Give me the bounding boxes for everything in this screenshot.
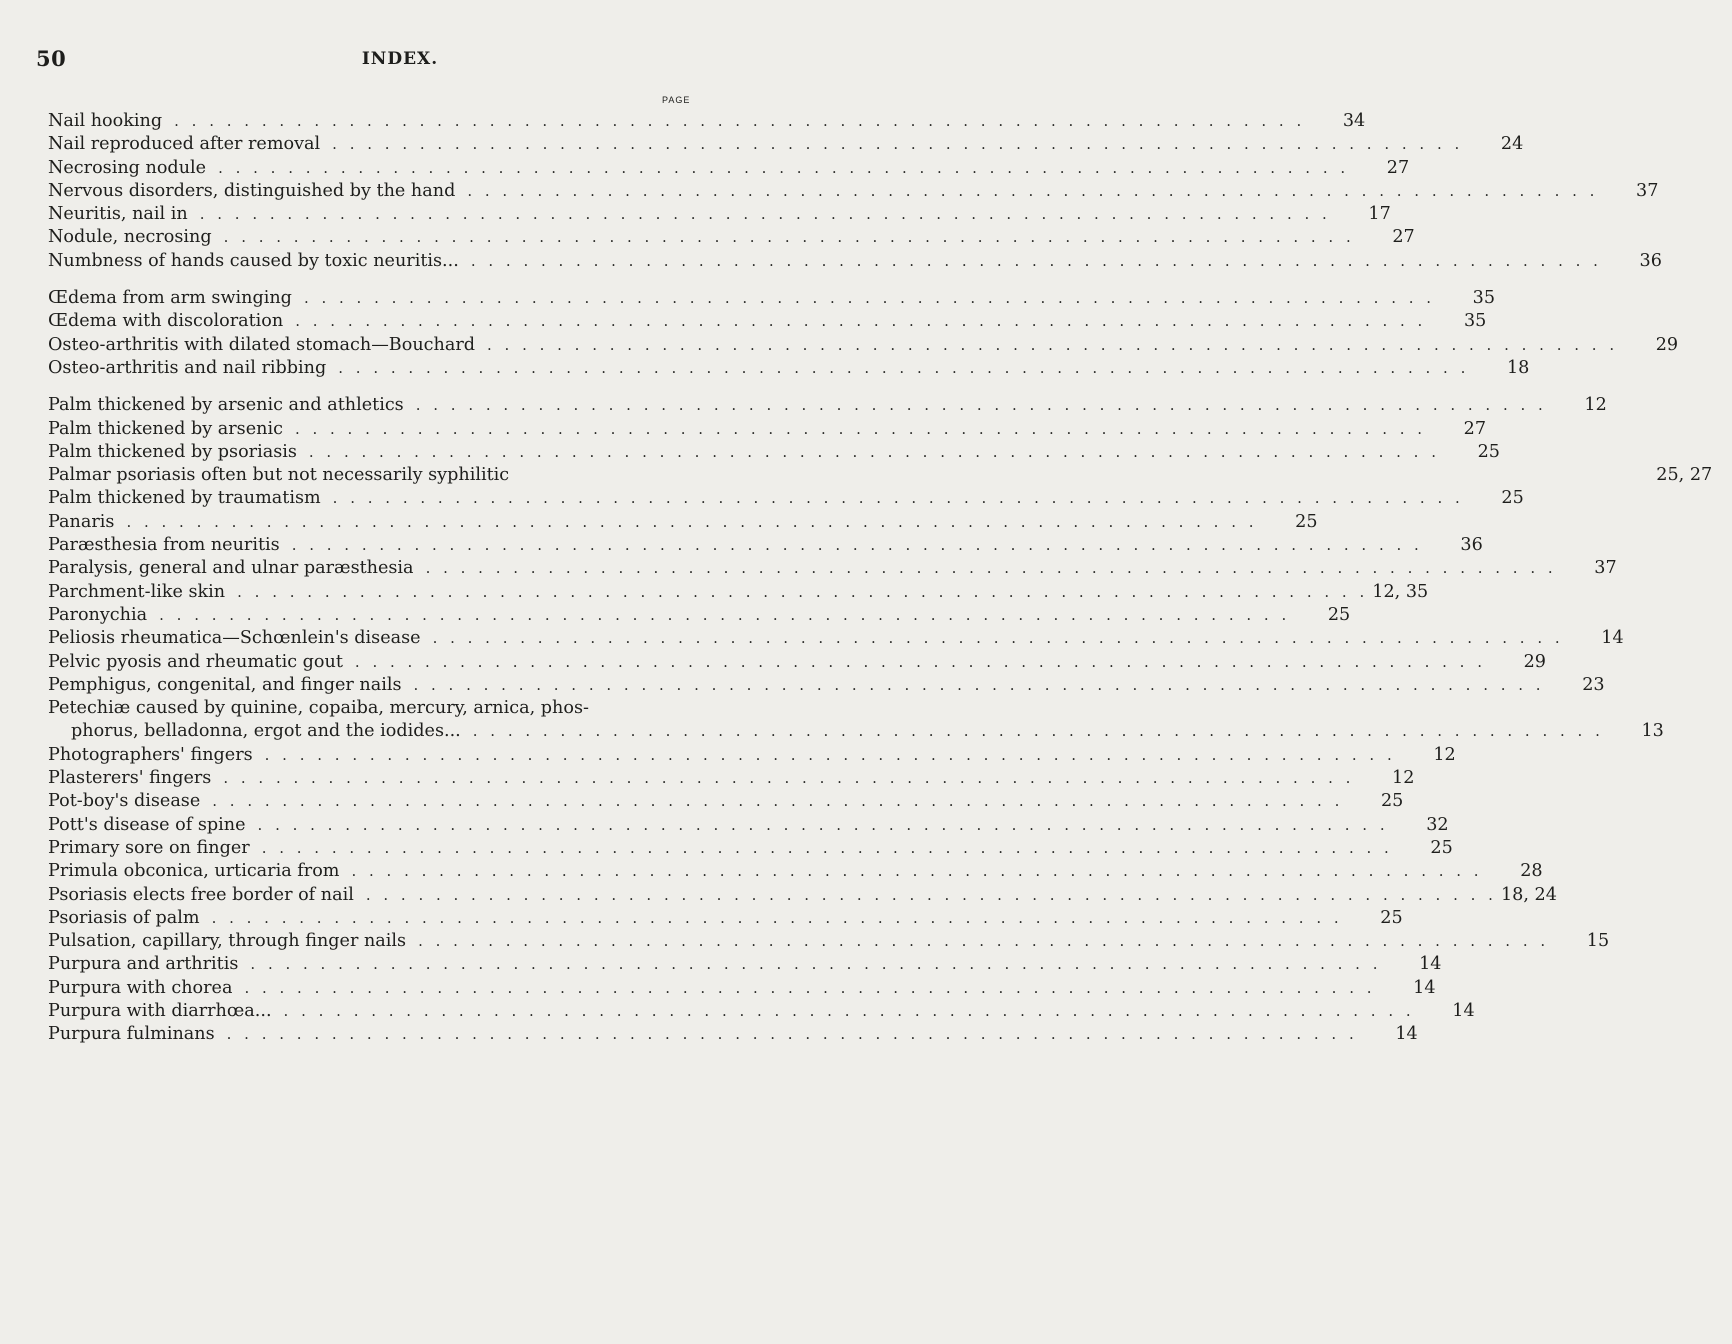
entry-page-number: 17 (1368, 204, 1391, 225)
entry-page-number: 34 (1342, 111, 1366, 131)
dot-leader: . . . . . . . . . . . . . . . . . . . . . . . . . . . . . . . . . . . . . . . . . . . . . . . . . . . . . . . . . . . . . . . . . (223, 769, 1355, 788)
entry-page-number: 15 (1586, 931, 1610, 952)
index-entry (48, 511, 1318, 534)
entry-term: Purpura and arthritis (48, 954, 239, 975)
dot-leader: . . . . . . . . . . . . . . . . . . . . . . . . . . . . . . . . . . . . . . . . . . . . . . . . . . . . . . . . . . . . . . . . . (470, 251, 1602, 270)
index-entry (48, 744, 1456, 767)
entry-term: Pott's disease of spine (48, 814, 246, 835)
entry-page-number: 35 (1472, 288, 1496, 309)
entry-term: Numbness of hands caused by toxic neuritis... (48, 250, 459, 271)
entry-term: Purpura with diarrhœa... (48, 1000, 272, 1021)
entry-page-number: 25 (1380, 791, 1404, 812)
index-entry (48, 110, 1366, 133)
entry-term: Pelvic pyosis and rheumatic gout (48, 651, 343, 672)
dot-leader: . . . . . . . . . . . . . . . . . . . . . . . . . . . . . . . . . . . . . . . . . . . . . . . . . . . . . . . . . . . . . . . . . (425, 559, 1557, 578)
entry-page-number: 25 (1430, 837, 1453, 858)
index-entry (48, 1023, 1418, 1046)
index-entry (48, 203, 1391, 226)
entry-page-number: 14 (1395, 1024, 1418, 1045)
dot-leader: . . . . . . . . . . . . . . . . . . . . . . . . . . . . . . . . . . . . . . . . . . . . . . . . . . . . . . . . . . . . . . . . . (413, 675, 1545, 694)
entry-term: Purpura with chorea (48, 977, 233, 998)
dot-leader: . . . . . . . . . . . . . . . . . . . . . . . . . . . . . . . . . . . . . . . . . . . . . . . . . . . . . . . . . . . . . . . . . (199, 205, 1331, 224)
entry-term: phorus, belladonna, ergot and the iodides... (71, 721, 461, 742)
entry-term: Pemphigus, congenital, and finger nails (48, 674, 402, 695)
index-entry (48, 720, 1664, 743)
entry-term: Psoriasis elects free border of nail (48, 884, 354, 905)
dot-leader: . . . . . . . . . . . . . . . . . . . . . . . . . . . . . . . . . . . . . . . . . . . . . . . . . . . . . . . . . . . . . . . . . (487, 335, 1619, 354)
entry-page-number: 36 (1639, 250, 1662, 271)
index-entry (48, 930, 1610, 953)
index-entry (48, 627, 1624, 650)
entry-page-number: 37 (1636, 180, 1659, 201)
entry-page-number: 27 (1392, 227, 1415, 248)
entry-term: Nail hooking (48, 111, 163, 131)
dot-leader: . . . . . . . . . . . . . . . . . . . . . . . . . . . . . . . . . . . . . . . . . . . . . . . . . . . . . . . . . . . . . . . . . (332, 489, 1464, 508)
index-entry (48, 418, 1487, 441)
entry-term: Osteo-arthritis and nail ribbing (48, 357, 327, 378)
dot-leader: . . . . . . . . . . . . . . . . . . . . . . . . . . . . . . . . . . . . . . . . . . . . . . . . . . . . . . . . . . . . . . . . . (332, 135, 1464, 154)
index-entry (48, 604, 1351, 627)
entry-page-number: 23 (1582, 674, 1605, 695)
entry-term: Palm thickened by arsenic (48, 418, 283, 439)
entry-page-number: 25, 27 (1656, 465, 1713, 486)
entry-term: Palmar psoriasis often but not necessarily syphilitic (48, 465, 510, 486)
dot-leader: . . . . . . . . . . . . . . . . . . . . . . . . . . . . . . . . . . . . . . . . . . . . . . . . . . . . . . . . . . . . . . . . . (261, 838, 1393, 857)
dot-leader: . . . . . . . . . . . . . . . . . . . . . . . . . . . . . . . . . . . . . . . . . . . . . . . . . . . . . . . . . . . . . . . . . (308, 442, 1440, 461)
entry-page-number: 14 (1601, 628, 1624, 649)
index-group (48, 394, 1713, 1046)
index-entry (48, 977, 1436, 1000)
entry-page-number: 18, 24 (1500, 884, 1557, 905)
dot-leader: . . . . . . . . . . . . . . . . . . . . . . . . . . . . . . . . . . . . . . . . . . . . . . . . . . . . . . . . . . . . . . . . . (211, 908, 1343, 927)
dot-leader: . . . . . . . . . . . . . . . . . . . . . . . . . . . . . . . . . . . . . . . . . . . . . . . . . . . . . . . . . . . . . . . . . (415, 396, 1547, 415)
entry-term: Œdema from arm swinging (48, 288, 292, 309)
dot-leader: . . . . . . . . . . . . . . . . . . . . . . . . . . . . . . . . . . . . . . . . . . . . . . . . . . . . . . . . . . . . . . . . . (354, 652, 1486, 671)
entry-page-number: 14 (1413, 977, 1436, 998)
entry-term: Nail reproduced after removal (48, 134, 321, 155)
entry-page-number: 14 (1452, 1000, 1475, 1021)
index-entry (48, 180, 1659, 203)
dot-leader: . . . . . . . . . . . . . . . . . . . . . . . . . . . . . . . . . . . . . . . . . . . . . . . . . . . . . . . . . . . . . . . . . (126, 512, 1258, 531)
entry-page-number: 35 (1463, 311, 1487, 332)
entry-term: Pulsation, capillary, through finger nails (48, 931, 407, 952)
index-entry (48, 487, 1524, 510)
index-entry (48, 287, 1496, 310)
index-entries (48, 110, 1713, 1061)
index-entry (48, 334, 1679, 357)
index-entry (48, 226, 1415, 249)
entry-page-number: 12 (1433, 744, 1456, 765)
dot-leader: . . . . . . . . . . . . . . . . . . . . . . . . . . . . . . . . . . . . . . . . . . . . . . . . . . . . . . . . . . . . . . . . . (295, 312, 1427, 331)
entry-page-number: 18 (1506, 357, 1530, 378)
entry-term: Primula obconica, urticaria from (48, 861, 340, 882)
entry-page-number: 25 (1380, 907, 1403, 928)
dot-leader: . . . . . . . . . . . . . . . . . . . . . . . . . . . . . . . . . . . . . . . . . . . . . . . . . . . . . . . . . . . . . . . . . (432, 629, 1564, 648)
index-entry (48, 133, 1524, 156)
entry-page-number: 12 (1392, 768, 1415, 789)
entry-term: Peliosis rheumatica—Schœnlein's disease (48, 628, 421, 649)
dot-leader: . . . . . . . . . . . . . . . . . . . . . . . . . . . . . . . . . . . . . . . . . . . . . . . . . . . . . . . . . . . . . . . . . (250, 955, 1382, 974)
entry-term: Neuritis, nail in (48, 204, 188, 225)
index-entry (48, 651, 1546, 674)
dot-leader: . . . . . . . . . . . . . . . . . . . . . . . . . . . . . . . . . . . . . . . . . . . . . . . . . . . . . . . . . . . . . . . . . (226, 1025, 1358, 1044)
index-entry (48, 394, 1607, 417)
page-number: 50 (36, 46, 67, 71)
entry-page-number: 28 (1520, 861, 1543, 882)
dot-leader: . . . . . . . . . . . . . . . . . . . . . . . . . . . . . . . . . . . . . . . . . . . . . . . . . . . . . . . . . . . . . . . . . (244, 978, 1376, 997)
entry-page-number: 32 (1426, 814, 1449, 835)
entry-term: Necrosing nodule (48, 157, 207, 178)
entry-page-number: 25 (1295, 511, 1318, 532)
index-entry (48, 534, 1483, 557)
index-group (48, 287, 1679, 380)
entry-term: Panaris (48, 511, 115, 532)
entry-term: Plasterers' fingers (48, 768, 212, 789)
entry-page-number: 25 (1501, 488, 1524, 509)
entry-page-number: 37 (1594, 558, 1617, 579)
index-entry (48, 581, 1429, 604)
dot-leader: . . . . . . . . . . . . . . . . . . . . . . . . . . . . . . . . . . . . . . . . . . . . . . . . . . . . . . . . . . . . . . . . . (218, 158, 1350, 177)
entry-page-number: 25 (1327, 604, 1351, 625)
entry-term: Primary sore on finger (48, 837, 250, 858)
dot-leader: . . . . . . . . . . . . . . . . . . . . . . . . . . . . . . . . . . . . . . . . . . . . . . . . . . . . . . . . . . . . . . . . . (365, 885, 1497, 904)
index-entry (48, 310, 1487, 333)
index-entry (48, 674, 1605, 697)
entry-term: Petechiæ caused by quinine, copaiba, mercury, arnica, phos- (48, 698, 589, 719)
entry-page-number: 27 (1386, 157, 1410, 178)
entry-page-number: 29 (1655, 334, 1679, 355)
index-entry (48, 837, 1453, 860)
entry-page-number: 27 (1463, 418, 1487, 439)
entry-term: Psoriasis of palm (48, 907, 200, 928)
dot-leader: . . . . . . . . . . . . . . . . . . . . . . . . . . . . . . . . . . . . . . . . . . . . . . . . . . . . . . . . . . . . . . . . . (223, 228, 1355, 247)
running-head: INDEX. (361, 49, 439, 69)
entry-page-number: 14 (1419, 954, 1442, 975)
dot-leader: . . . . . . . . . . . . . . . . . . . . . . . . . . . . . . . . . . . . . . . . . . . . . . . . . . . . . . . . . . . . . . . . . (174, 112, 1306, 130)
entry-term: Photographers' fingers (48, 744, 253, 765)
dot-leader: . . . . . . . . . . . . . . . . . . . . . . . . . . . . . . . . . . . . . . . . . . . . . . . . . . . . . . . . . . . . . . . . . (418, 932, 1550, 951)
index-entry (48, 1000, 1475, 1023)
index-group (48, 110, 1662, 273)
entry-page-number: 12, 35 (1372, 581, 1429, 602)
index-entry (48, 953, 1442, 976)
entry-term: Paralysis, general and ulnar paræsthesia (48, 558, 414, 579)
dot-leader: . . . . . . . . . . . . . . . . . . . . . . . . . . . . . . . . . . . . . . . . . . . . . . . . . . . . . . . . . . . . . . . . . (257, 815, 1389, 834)
entry-page-number: 13 (1641, 721, 1664, 742)
entry-page-number: 25 (1477, 441, 1500, 462)
entry-term: Palm thickened by psoriasis (48, 441, 297, 462)
index-entry (48, 907, 1403, 930)
dot-leader: . . . . . . . . . . . . . . . . . . . . . . . . . . . . . . . . . . . . . . . . . . . . . . . . . . . . . . . . . . . . . . . . . (212, 792, 1344, 811)
entry-term: Parchment-like skin (48, 581, 226, 602)
dot-leader: . . . . . . . . . . . . . . . . . . . . . . . . . . . . . . . . . . . . . . . . . . . . . . . . . . . . . . . . . . . . . . . . . (472, 722, 1604, 741)
index-entry (48, 814, 1449, 837)
index-entry (48, 557, 1617, 580)
dot-leader: . . . . . . . . . . . . . . . . . . . . . . . . . . . . . . . . . . . . . . . . . . . . . . . . . . . . . . . . . . . . . . . . . (467, 181, 1599, 200)
index-entry (48, 250, 1662, 273)
entry-page-number: 29 (1523, 651, 1546, 672)
entry-page-number: 24 (1500, 134, 1524, 155)
index-entry (48, 357, 1530, 380)
entry-term: Palm thickened by arsenic and athletics (48, 395, 404, 416)
index-entry (48, 464, 1713, 487)
entry-page-number: 12 (1584, 395, 1607, 416)
entry-term: Osteo-arthritis with dilated stomach—Bouchard (48, 334, 475, 355)
entry-term: Paræsthesia from neuritis (48, 535, 280, 556)
index-entry (48, 767, 1415, 790)
index-entry (48, 697, 768, 720)
index-entry (48, 884, 1557, 907)
entry-term: Œdema with discoloration (48, 311, 284, 332)
entry-term: Pot-boy's disease (48, 791, 201, 812)
dot-leader: . . . . . . . . . . . . . . . . . . . . . . . . . . . . . . . . . . . . . . . . . . . . . . . . . . . . . . . . . . . . . . . . . (351, 862, 1483, 881)
index-entry (48, 860, 1543, 883)
dot-leader: . . . . . . . . . . . . . . . . . . . . . . . . . . . . . . . . . . . . . . . . . . . . . . . . . . . . . . . . . . . . . . . . . (237, 582, 1369, 601)
entry-term: Palm thickened by traumatism (48, 488, 321, 509)
entry-term: Purpura fulminans (48, 1024, 215, 1045)
dot-leader: . . . . . . . . . . . . . . . . . . . . . . . . . . . . . . . . . . . . . . . . . . . . . . . . . . . . . . . . . . . . . . . . . (159, 605, 1291, 624)
entry-term: Nervous disorders, distinguished by the hand (48, 180, 456, 201)
dot-leader: . . . . . . . . . . . . . . . . . . . . . . . . . . . . . . . . . . . . . . . . . . . . . . . . . . . . . . . . . . . . . . . . . (264, 745, 1396, 764)
index-entry (48, 157, 1410, 180)
dot-leader: . . . . . . . . . . . . . . . . . . . . . . . . . . . . . . . . . . . . . . . . . . . . . . . . . . . . . . . . . . . . . . . . . (338, 358, 1470, 377)
entry-term: Paronychia (48, 604, 148, 625)
dot-leader: . . . . . . . . . . . . . . . . . . . . . . . . . . . . . . . . . . . . . . . . . . . . . . . . . . . . . . . . . . . . . . . . . (291, 536, 1423, 555)
dot-leader: . . . . . . . . . . . . . . . . . . . . . . . . . . . . . . . . . . . . . . . . . . . . . . . . . . . . . . . . . . . . . . . . . (283, 1001, 1415, 1020)
entry-term: Nodule, necrosing (48, 227, 212, 248)
index-entry (48, 441, 1500, 464)
dot-leader: . . . . . . . . . . . . . . . . . . . . . . . . . . . . . . . . . . . . . . . . . . . . . . . . . . . . . . . . . . . . . . . . . (303, 289, 1436, 308)
page-column-label: PAGE (662, 95, 691, 105)
index-entry (48, 790, 1404, 813)
entry-page-number: 36 (1460, 535, 1483, 556)
dot-leader: . . . . . . . . . . . . . . . . . . . . . . . . . . . . . . . . . . . . . . . . . . . . . . . . . . . . . . . . . . . . . . . . . (294, 419, 1427, 438)
